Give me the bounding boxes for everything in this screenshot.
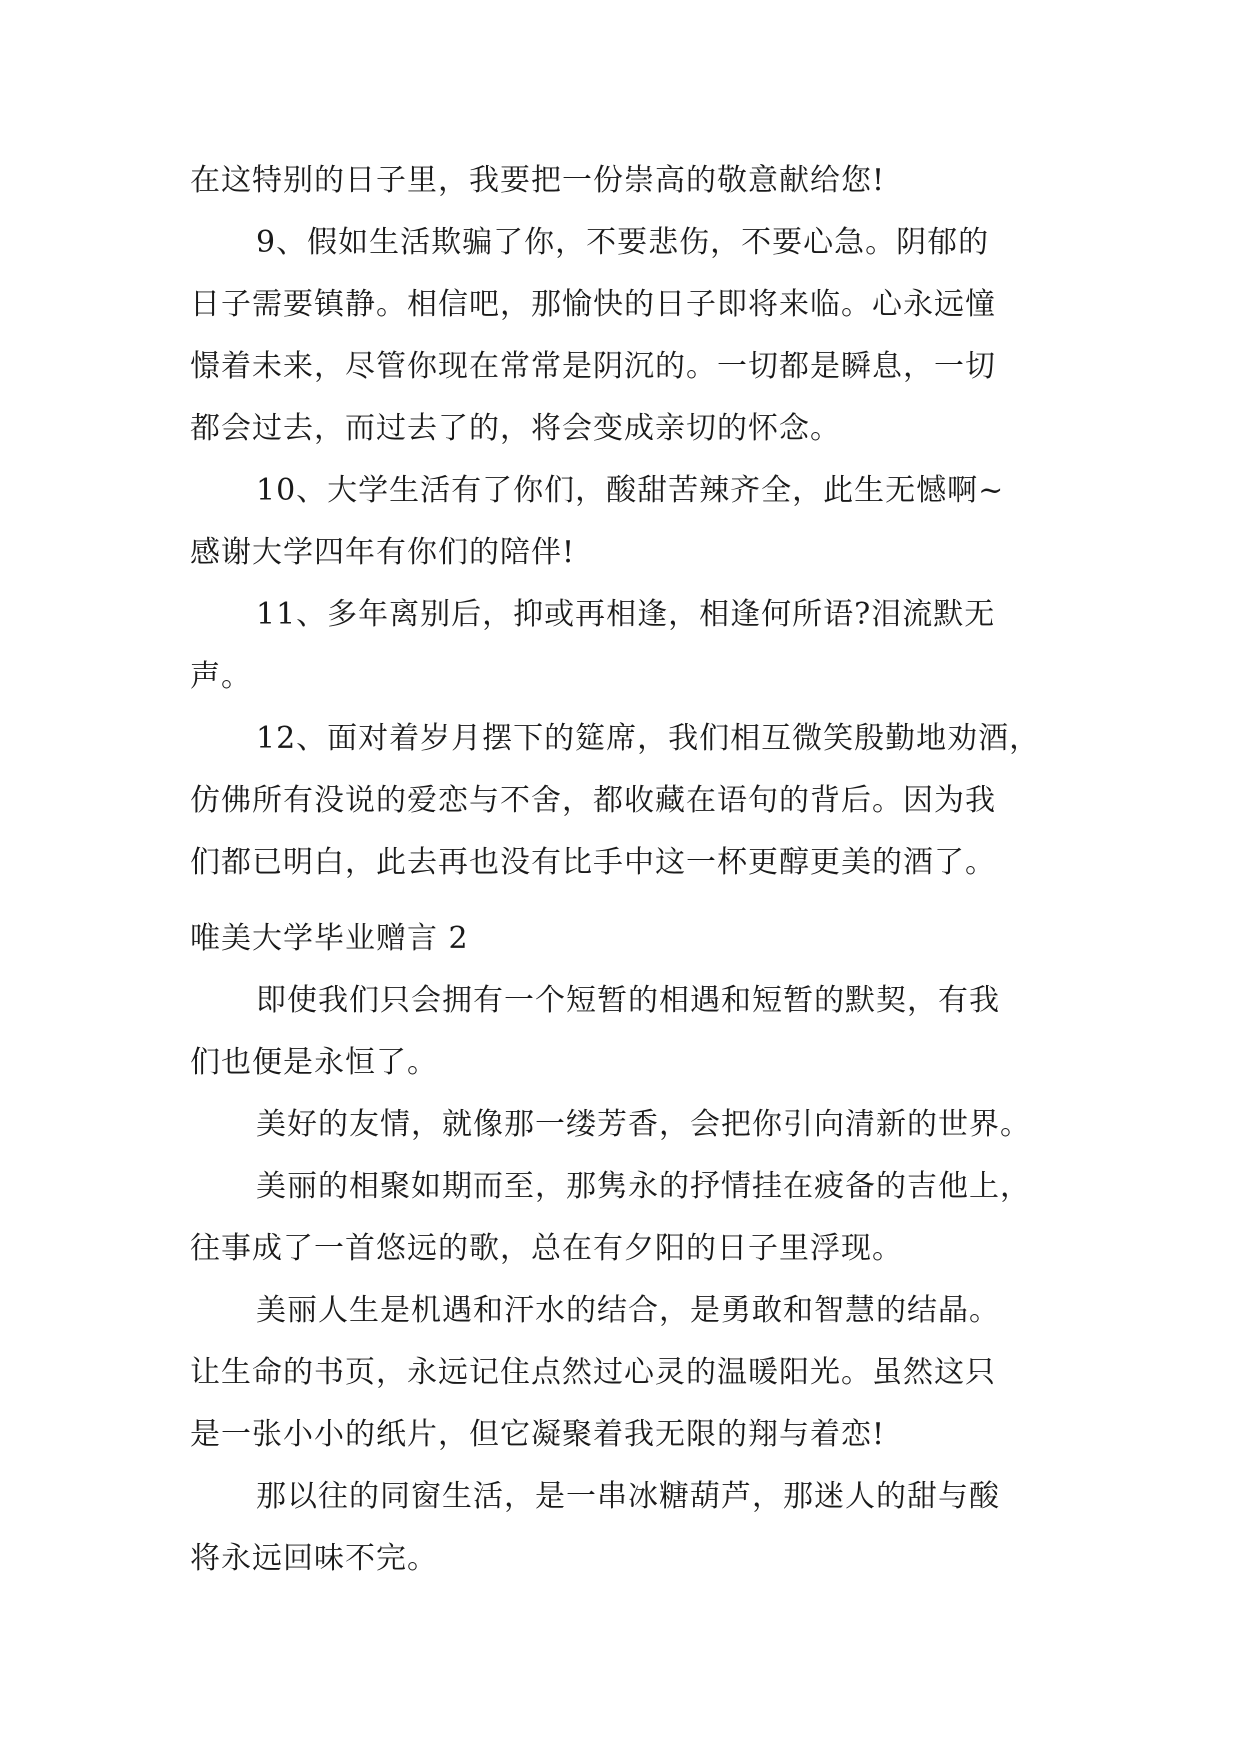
- paragraph-line: 都会过去，而过去了的，将会变成亲切的怀念。: [190, 411, 841, 446]
- section-2-body: [190, 970, 1070, 1590]
- paragraph-line: 仿佛所有没说的爱恋与不舍，都收藏在语句的背后。因为我: [190, 783, 996, 818]
- paragraph-line: 10、大学生活有了你们，酸甜苦辣齐全，此生无憾啊~: [256, 473, 1005, 508]
- paragraph-line: 日子需要镇静。相信吧，那愉快的日子即将来临。心永远憧: [190, 287, 996, 322]
- paragraph-line: 11、多年离别后，抑或再相逢，相逢何所语?泪流默无: [256, 597, 996, 632]
- paragraph-line: 那以往的同窗生活，是一串冰糖葫芦，那迷人的甜与酸: [256, 1479, 1000, 1514]
- paragraph-line: 美丽的相聚如期而至，那隽永的抒情挂在疲备的吉他上，: [256, 1169, 1031, 1204]
- paragraph-line: 是一张小小的纸片，但它凝聚着我无限的翔与着恋!: [190, 1417, 886, 1452]
- paragraph-line: 们都已明白，此去再也没有比手中这一杯更醇更美的酒了。: [190, 845, 996, 880]
- paragraph-line: 感谢大学四年有你们的陪伴!: [190, 535, 576, 570]
- paragraph-line: 让生命的书页，永远记住点然过心灵的温暖阳光。虽然这只: [190, 1355, 996, 1390]
- paragraph-line: 12、面对着岁月摆下的筵席，我们相互微笑殷勤地劝酒，: [256, 721, 1041, 756]
- paragraph-line: 憬着未来，尽管你现在常常是阴沉的。一切都是瞬息，一切: [190, 349, 996, 384]
- paragraph-line: 在这特别的日子里，我要把一份崇高的敬意献给您!: [190, 163, 886, 198]
- section-1-body: [190, 150, 1070, 894]
- paragraph-line: 美好的友情，就像那一缕芳香，会把你引向清新的世界。: [256, 1107, 1031, 1142]
- paragraph-line: 将永远回味不完。: [190, 1541, 438, 1576]
- paragraph-line: 往事成了一首悠远的歌，总在有夕阳的日子里浮现。: [190, 1231, 903, 1266]
- paragraph-line: 即使我们只会拥有一个短暂的相遇和短暂的默契，有我: [256, 983, 1000, 1018]
- paragraph-line: 们也便是永恒了。: [190, 1045, 438, 1080]
- paragraph-line: 9、假如生活欺骗了你，不要悲伤，不要心急。阴郁的: [256, 225, 990, 260]
- section-heading: 唯美大学毕业赠言 2: [190, 921, 469, 956]
- paragraph-line: 美丽人生是机遇和汗水的结合，是勇敢和智慧的结晶。: [256, 1293, 1000, 1328]
- paragraph-line: 声。: [190, 659, 252, 694]
